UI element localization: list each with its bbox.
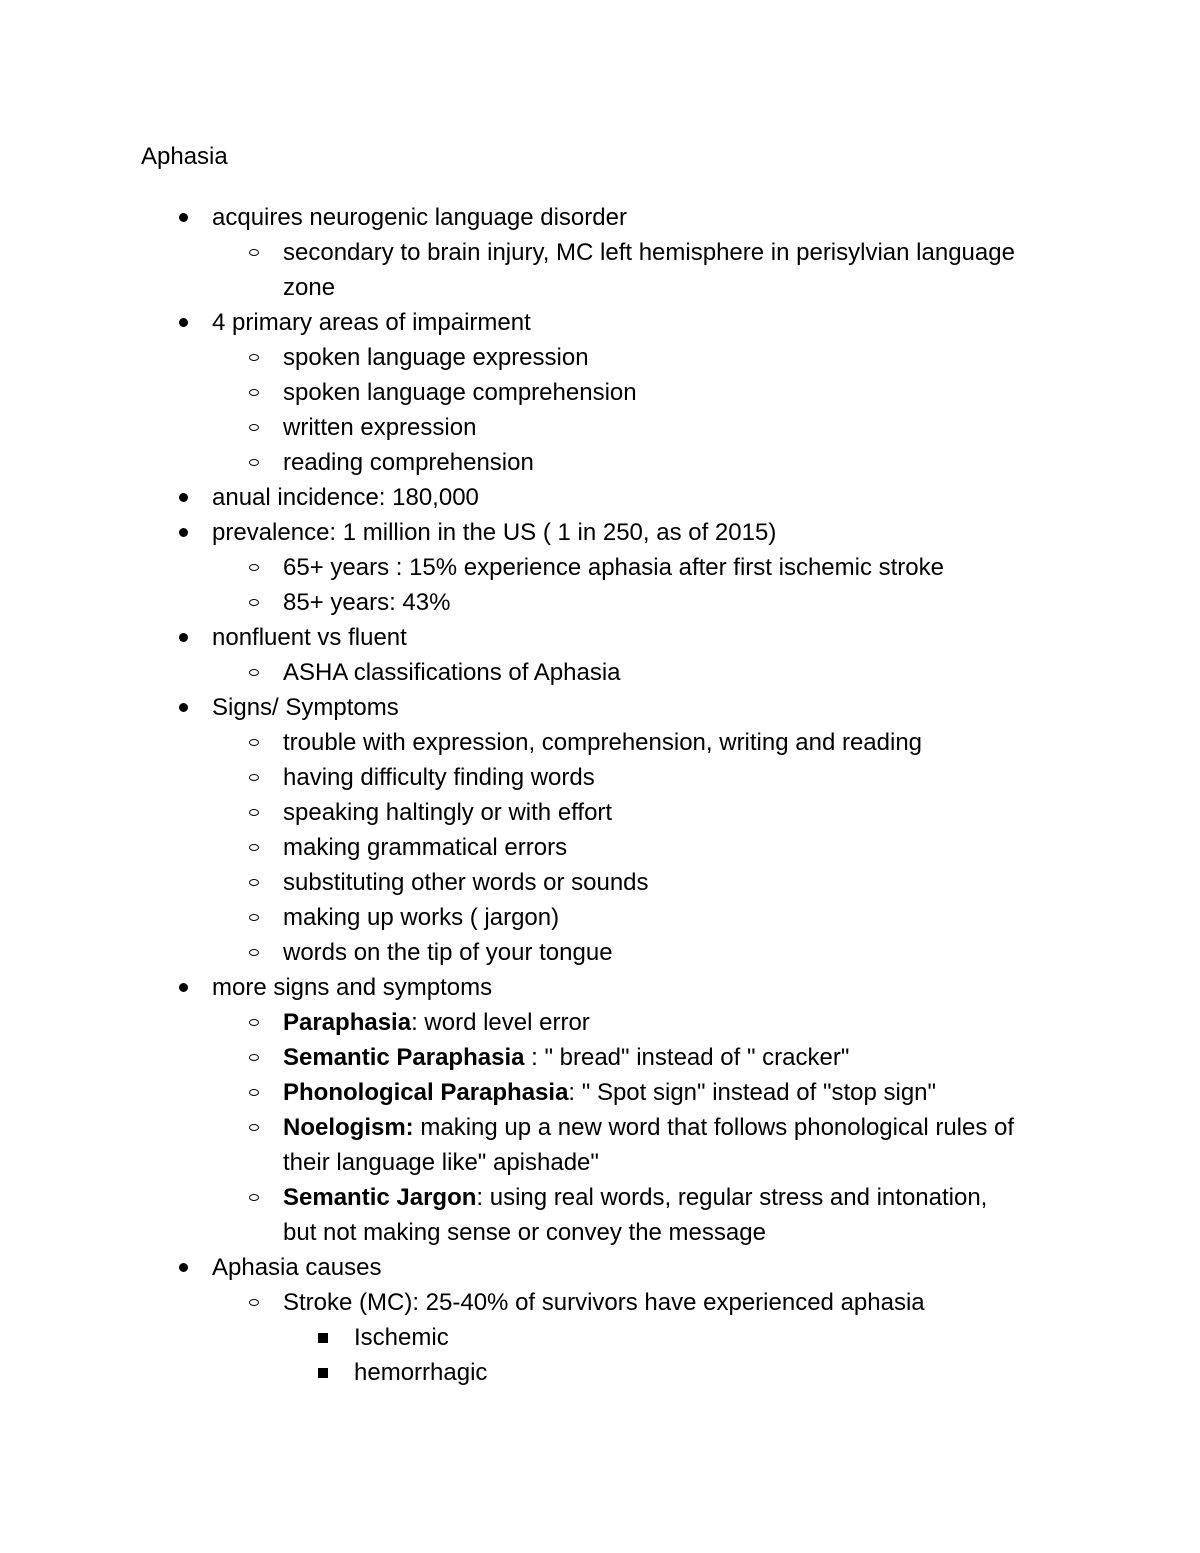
bullet-ring-icon	[249, 1075, 259, 1110]
list-item-text: Ischemic	[354, 1324, 449, 1351]
bullet-ring-icon	[249, 550, 259, 585]
bullet-ring-icon	[249, 725, 259, 760]
list-item-text: making grammatical errors	[283, 834, 568, 861]
list-item	[0, 935, 1200, 970]
list-item-text: secondary to brain injury, MC left hemisphere in perisylvian language zone	[283, 239, 1015, 301]
bullet-ring-icon	[249, 830, 259, 865]
list-item	[0, 375, 1200, 410]
bullet-dot-icon	[179, 200, 188, 235]
list-item	[0, 340, 1200, 375]
list-item	[0, 690, 1200, 725]
term-label: Noelogism:	[283, 1114, 414, 1141]
term-label: Semantic Jargon	[283, 1184, 477, 1211]
bullet-dot-icon	[179, 620, 188, 655]
term-definition: making up a new word that follows phonological rules of their language like" apishade"	[283, 1114, 1015, 1176]
list-item-text: speaking haltingly or with effort	[283, 799, 613, 826]
list-item	[0, 1005, 1200, 1040]
list-item	[0, 305, 1200, 340]
list-item	[0, 865, 1200, 900]
list-item	[0, 1285, 1200, 1320]
list-item-text: anual incidence: 180,000	[212, 484, 479, 511]
list-item	[0, 620, 1200, 655]
list-item-text: Stroke (MC): 25-40% of survivors have experienced aphasia	[283, 1289, 925, 1316]
bullet-dot-icon	[179, 970, 188, 1005]
term-definition: : using real words, regular stress and intonation, but not making sense or convey the message	[283, 1184, 988, 1246]
bullet-ring-icon	[249, 760, 259, 795]
bullet-ring-icon	[249, 1110, 259, 1145]
list-item-text: nonfluent vs fluent	[212, 624, 407, 651]
list-item	[0, 480, 1200, 515]
list-item-text: ASHA classifications of Aphasia	[283, 659, 621, 686]
bullet-ring-icon	[249, 1005, 259, 1040]
list-item-text: acquires neurogenic language disorder	[212, 204, 627, 231]
bullet-square-icon	[318, 1355, 328, 1390]
bullet-ring-icon	[249, 340, 259, 375]
list-item-text: 4 primary areas of impairment	[212, 309, 531, 336]
list-item-text	[283, 1005, 1018, 1040]
list-item-text: prevalence: 1 million in the US ( 1 in 250, as of 2015)	[212, 519, 777, 546]
list-item-text: spoken language comprehension	[283, 379, 637, 406]
bullet-ring-icon	[249, 1285, 259, 1320]
term-label: Semantic Paraphasia	[283, 1044, 525, 1071]
bullet-ring-icon	[249, 375, 259, 410]
list-item	[0, 550, 1200, 585]
list-item	[0, 585, 1200, 620]
bullet-ring-icon	[249, 235, 259, 270]
list-item-text: 85+ years: 43%	[283, 589, 451, 616]
list-item	[0, 1040, 1200, 1075]
bullet-dot-icon	[179, 515, 188, 550]
document-title: Aphasia	[141, 143, 228, 170]
list-item-text: written expression	[283, 414, 477, 441]
bullet-dot-icon	[179, 690, 188, 725]
list-item	[0, 515, 1200, 550]
bullet-ring-icon	[249, 655, 259, 690]
list-item	[0, 830, 1200, 865]
list-item-text	[283, 1110, 1018, 1180]
list-item-text	[283, 1180, 1018, 1250]
bullet-ring-icon	[249, 1180, 259, 1215]
list-item	[0, 795, 1200, 830]
list-item-text: reading comprehension	[283, 449, 534, 476]
list-item-text: more signs and symptoms	[212, 974, 493, 1001]
list-item-text: trouble with expression, comprehension, writing and reading	[283, 729, 923, 756]
list-item	[0, 1075, 1200, 1110]
bullet-dot-icon	[179, 480, 188, 515]
bullet-ring-icon	[249, 1040, 259, 1075]
term-label: Phonological Paraphasia	[283, 1079, 569, 1106]
list-item-text: substituting other words or sounds	[283, 869, 649, 896]
bullet-square-icon	[318, 1320, 328, 1355]
list-item-text: Aphasia causes	[212, 1254, 382, 1281]
list-item-text	[283, 1075, 1018, 1110]
list-item	[0, 200, 1200, 235]
list-item	[0, 235, 1200, 305]
term-label: Paraphasia	[283, 1009, 412, 1036]
list-item	[0, 970, 1200, 1005]
bullet-ring-icon	[249, 445, 259, 480]
bullet-ring-icon	[249, 585, 259, 620]
list-item	[0, 1180, 1200, 1250]
list-item	[0, 725, 1200, 760]
list-item-text	[283, 1040, 1018, 1075]
list-item	[0, 1320, 1200, 1355]
term-definition: : word level error	[411, 1009, 590, 1036]
list-item	[0, 760, 1200, 795]
bullet-ring-icon	[249, 795, 259, 830]
list-item	[0, 900, 1200, 935]
list-item-text: 65+ years : 15% experience aphasia after first ischemic stroke	[283, 554, 944, 581]
list-item-text: spoken language expression	[283, 344, 589, 371]
bullet-ring-icon	[249, 410, 259, 445]
list-item	[0, 1110, 1200, 1180]
list-item	[0, 445, 1200, 480]
list-item-text: words on the tip of your tongue	[283, 939, 613, 966]
term-definition: : " Spot sign" instead of "stop sign"	[568, 1079, 937, 1106]
bullet-ring-icon	[249, 865, 259, 900]
list-item-text: hemorrhagic	[354, 1359, 488, 1386]
list-item-text: Signs/ Symptoms	[212, 694, 399, 721]
term-definition: : " bread" instead of " cracker"	[524, 1044, 850, 1071]
bullet-ring-icon	[249, 935, 259, 970]
bullet-dot-icon	[179, 305, 188, 340]
list-item-text: having difficulty finding words	[283, 764, 595, 791]
bullet-ring-icon	[249, 900, 259, 935]
list-item	[0, 410, 1200, 445]
list-item	[0, 1250, 1200, 1285]
bullet-outline	[0, 200, 1200, 1390]
bullet-dot-icon	[179, 1250, 188, 1285]
list-item	[0, 1355, 1200, 1390]
list-item	[0, 655, 1200, 690]
list-item-text: making up works ( jargon)	[283, 904, 560, 931]
